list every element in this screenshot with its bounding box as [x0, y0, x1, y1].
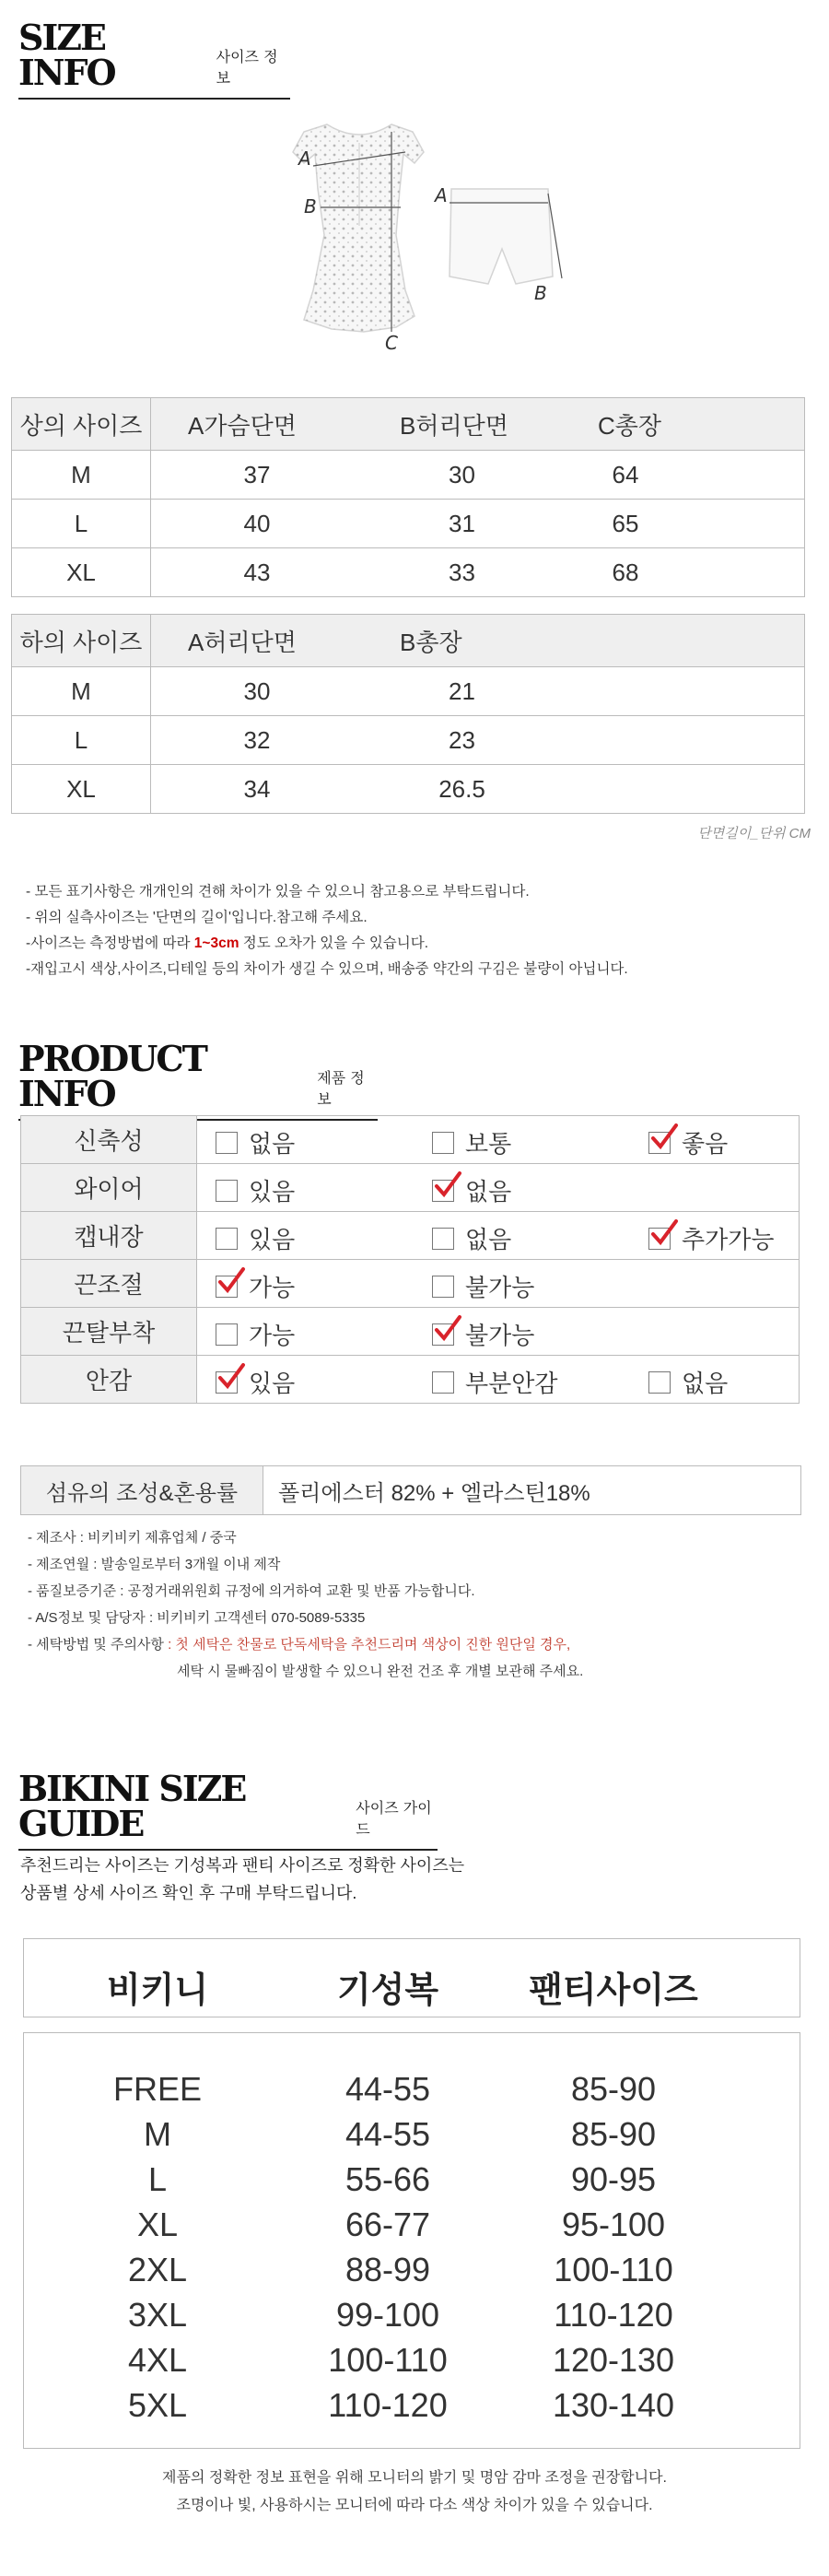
table-spacer-cell: [561, 615, 690, 667]
option-label: 있음: [249, 1226, 296, 1253]
checkbox-checked: [432, 1180, 454, 1202]
bikini-cell: 2XL: [127, 2251, 188, 2288]
bikini-cell: 120-130: [552, 2341, 675, 2379]
row-options: [197, 1212, 800, 1260]
option-label: 가능: [249, 1322, 296, 1349]
option: [432, 1125, 511, 1159]
option-label: 없음: [682, 1370, 729, 1397]
bikini-cell: 85-90: [570, 2070, 657, 2108]
table-header-cell: C총장: [561, 398, 690, 451]
option: [648, 1221, 774, 1255]
check-mark-icon: [431, 1313, 462, 1345]
option: [216, 1365, 295, 1399]
table-row: [12, 548, 805, 597]
table-spacer-cell: [690, 667, 805, 716]
row-options: [197, 1308, 800, 1356]
bikini-cell: 88-99: [344, 2251, 431, 2288]
table-header-cell: 하의 사이즈: [12, 615, 151, 667]
checkbox-checked: [216, 1371, 238, 1394]
product-row-stretch: [21, 1116, 800, 1164]
table-spacer-cell: [690, 716, 805, 765]
table-spacer-cell: [690, 615, 805, 667]
table-spacer-cell: [690, 500, 805, 548]
bikini-header-cell: 팬티사이즈: [529, 1971, 698, 2010]
bikini-cell: 66-77: [344, 2205, 431, 2243]
row-options: [197, 1164, 800, 1212]
footer-note-1: 제품의 정확한 정보 표현을 위해 모니터의 밝기 및 명암 감마 조정을 권장합니다.: [162, 2470, 667, 2486]
product-info-subtitle: 제품 정보: [317, 1069, 365, 1108]
option: [648, 1125, 728, 1159]
option-label: 부분안감: [465, 1370, 558, 1397]
option: [648, 1365, 728, 1399]
option: [432, 1173, 511, 1207]
product-info-title: PRODUCT INFO: [18, 1038, 206, 1114]
bikini-guide-title: BIKINI SIZE GUIDE: [18, 1768, 246, 1844]
bikini-cell: 55-66: [344, 2160, 431, 2198]
table-row: [12, 716, 805, 765]
table-row: [24, 2337, 800, 2382]
table-spacer-cell: [690, 548, 805, 597]
product-info-table: [20, 1115, 800, 1404]
bikini-cell: 44-55: [344, 2115, 431, 2153]
size-note-3-text: -사이즈는 측정방법에 따라: [26, 935, 194, 951]
check-mark-icon: [215, 1265, 246, 1297]
detail-key: - 품질보증기준: [28, 1583, 117, 1599]
table-cell: 33: [363, 548, 561, 597]
detail-as: [28, 1607, 365, 1627]
table-spacer-cell: [561, 667, 690, 716]
bikini-cell: M: [144, 2115, 171, 2153]
checkbox-checked: [216, 1276, 238, 1298]
table-cell: 43: [151, 548, 364, 597]
option-label: 불가능: [465, 1322, 535, 1349]
option: [432, 1269, 534, 1303]
detail-key: - 제조연월: [28, 1557, 90, 1572]
product-row-cup: [21, 1212, 800, 1260]
size-note-3-highlight: 1~3cm: [193, 935, 239, 951]
bikini-cell: L: [147, 2160, 168, 2198]
table-header-row: [12, 398, 805, 451]
table-row: [24, 2066, 800, 2111]
table-row: [12, 667, 805, 716]
bikini-header-cell: 기성복: [336, 1971, 439, 2010]
bikini-guide-subtitle: 사이즈 가이드: [356, 1799, 432, 1838]
bikini-cell: 110-120: [328, 2386, 448, 2424]
table-header-cell: 상의 사이즈: [12, 398, 151, 451]
table-cell: 30: [363, 451, 561, 500]
table-cell: 23: [363, 716, 561, 765]
table-row: [12, 765, 805, 814]
table-header-cell: A가슴단면: [151, 398, 364, 451]
table-cell: 34: [151, 765, 364, 814]
detail-key: - A/S정보 및 담당자: [28, 1610, 146, 1626]
option-label: 가능: [249, 1274, 296, 1301]
size-info-header: [18, 17, 290, 100]
bikini-guide-header: [18, 1768, 438, 1851]
size-note-1: - 모든 표기사항은 개개인의 견해 차이가 있을 수 있으니 참고용으로 부탁드립니다.: [26, 884, 530, 900]
fiber-composition: [20, 1465, 801, 1515]
table-cell: 30: [151, 667, 364, 716]
table-row: [24, 2247, 800, 2292]
option-label: 없음: [249, 1130, 296, 1158]
product-row-wire: [21, 1164, 800, 1212]
detail-value: : 공정거래위원회 규정에 의거하여 교환 및 반품 가능합니다.: [116, 1583, 475, 1599]
detail-key: - 제조사: [28, 1530, 76, 1546]
table-cell: 21: [363, 667, 561, 716]
option: [216, 1317, 295, 1351]
option-label: 없음: [465, 1226, 512, 1253]
detail-value: : 발송일로부터 3개월 이내 제작: [89, 1557, 281, 1572]
table-spacer-cell: [561, 716, 690, 765]
checkbox-unchecked: [216, 1132, 238, 1154]
option: [216, 1173, 295, 1207]
top-size-table: [11, 397, 805, 597]
table-cell: XL: [12, 765, 151, 814]
table-cell: 37: [151, 451, 364, 500]
option: [216, 1221, 295, 1255]
row-options: [197, 1260, 800, 1308]
top-label-c: C: [385, 332, 398, 354]
bikini-cell: 44-55: [344, 2070, 431, 2108]
bikini-cell: XL: [136, 2205, 179, 2243]
option-label: 좋음: [682, 1130, 729, 1158]
bikini-table-body: [23, 2032, 800, 2449]
table-row: [24, 2111, 800, 2157]
checkbox-checked: [432, 1323, 454, 1346]
option-label: 보통: [465, 1130, 512, 1158]
table-cell: M: [12, 667, 151, 716]
checkbox-unchecked: [216, 1180, 238, 1202]
product-row-strap-detach: [21, 1308, 800, 1356]
table-cell: 31: [363, 500, 561, 548]
check-mark-icon: [431, 1170, 462, 1201]
option: [432, 1221, 511, 1255]
option: [216, 1125, 295, 1159]
bikini-cell: 130-140: [552, 2386, 675, 2424]
table-header-cell: B총장: [363, 615, 561, 667]
checkbox-unchecked: [432, 1228, 454, 1250]
size-info-title: SIZE INFO: [18, 17, 115, 93]
size-note-4: -재입고시 색상,사이즈,디테일 등의 차이가 생길 수 있으며, 배송중 약간의 구김은 불량이 아닙니다.: [26, 961, 628, 977]
table-row: [12, 451, 805, 500]
top-measure-lines: [276, 106, 442, 364]
top-label-b: B: [304, 195, 317, 218]
option: [432, 1365, 557, 1399]
bikini-cell: 99-100: [335, 2296, 440, 2334]
table-row: [24, 2292, 800, 2337]
table-header-row: [12, 615, 805, 667]
size-note-3: [26, 932, 428, 952]
care-line-2: 세탁 시 물빠짐이 발생할 수 있으니 완전 건조 후 개별 보관해 주세요.: [177, 1664, 584, 1679]
detail-value: : 비키비키 고객센터 070-5089-5335: [145, 1610, 366, 1626]
checkbox-checked: [648, 1228, 671, 1250]
checkbox-unchecked: [216, 1228, 238, 1250]
table-cell: L: [12, 500, 151, 548]
size-note-2: - 위의 실측사이즈는 '단면의 길이'입니다.참고해 주세요.: [26, 910, 368, 925]
bikini-cell: 90-95: [570, 2160, 657, 2198]
row-label: 끈조절: [21, 1260, 197, 1308]
row-options: [197, 1116, 800, 1164]
checkbox-unchecked: [648, 1371, 671, 1394]
bikini-cell: 4XL: [127, 2341, 188, 2379]
bikini-table-header: [23, 1938, 800, 2017]
product-row-lining: [21, 1356, 800, 1404]
size-note-3-tail: 정도 오차가 있을 수 있습니다.: [239, 935, 429, 951]
bikini-header-cell: 비키니: [106, 1971, 209, 2010]
option-label: 있음: [249, 1178, 296, 1206]
detail-warranty: [28, 1581, 475, 1600]
checkbox-unchecked: [432, 1371, 454, 1394]
table-cell: 32: [151, 716, 364, 765]
bikini-cell: 85-90: [570, 2115, 657, 2153]
option: [216, 1269, 295, 1303]
table-cell: XL: [12, 548, 151, 597]
row-label: 캡내장: [21, 1212, 197, 1260]
table-cell: M: [12, 451, 151, 500]
table-cell: 65: [561, 500, 690, 548]
product-info-header: [18, 1038, 378, 1121]
bikini-cell: 3XL: [127, 2296, 188, 2334]
detail-manufacturer: [28, 1527, 237, 1547]
fiber-value: 폴리에스터 82% + 엘라스틴18%: [278, 1480, 590, 1506]
row-label: 신축성: [21, 1116, 197, 1164]
footer-note-2: 조명이나 빛, 사용하시는 모니터에 따라 다소 색상 차이가 있을 수 있습니다.: [176, 2498, 653, 2513]
table-cell: 26.5: [363, 765, 561, 814]
unit-note: 단면길이_단위 CM: [697, 826, 811, 841]
detail-care: [28, 1634, 570, 1653]
table-spacer-cell: [690, 398, 805, 451]
option: [432, 1317, 534, 1351]
bikini-cell: FREE: [112, 2070, 203, 2108]
check-mark-icon: [215, 1361, 246, 1393]
bottom-label-a: A: [435, 184, 448, 206]
detail-value: : 비키비키 제휴업체 / 중국: [76, 1530, 237, 1546]
bikini-cell: 110-120: [554, 2296, 673, 2334]
check-mark-icon: [648, 1122, 679, 1153]
option-label: 있음: [249, 1370, 296, 1397]
detail-key: - 세탁방법 및 주의사항: [28, 1637, 164, 1653]
table-row: [24, 2202, 800, 2247]
product-row-strap-adjust: [21, 1260, 800, 1308]
checkbox-unchecked: [432, 1132, 454, 1154]
bikini-cell: 100-110: [328, 2341, 448, 2379]
row-label: 안감: [21, 1356, 197, 1404]
bikini-cell: 5XL: [127, 2386, 188, 2424]
table-header-cell: B허리단면: [363, 398, 561, 451]
checkbox-unchecked: [432, 1276, 454, 1298]
bikini-cell: 100-110: [554, 2251, 673, 2288]
bottom-label-b: B: [534, 282, 547, 304]
table-spacer-cell: [690, 765, 805, 814]
table-cell: 68: [561, 548, 690, 597]
row-options: [197, 1356, 800, 1404]
table-cell: L: [12, 716, 151, 765]
check-mark-icon: [648, 1217, 679, 1249]
checkbox-checked: [648, 1132, 671, 1154]
table-header-cell: A허리단면: [151, 615, 364, 667]
table-row: [24, 2382, 800, 2428]
bikini-intro-1: 추천드리는 사이즈는 기성복과 팬티 사이즈로 정확한 사이즈는: [20, 1856, 465, 1875]
size-info-subtitle: 사이즈 정보: [216, 48, 278, 87]
table-cell: 40: [151, 500, 364, 548]
row-label: 끈탈부착: [21, 1308, 197, 1356]
table-spacer-cell: [690, 451, 805, 500]
detail-date: [28, 1554, 280, 1573]
bikini-intro-2: 상품별 상세 사이즈 확인 후 구매 부탁드립니다.: [20, 1884, 357, 1902]
table-row: [12, 500, 805, 548]
bottom-size-table: [11, 614, 805, 814]
checkbox-unchecked: [216, 1323, 238, 1346]
row-label: 와이어: [21, 1164, 197, 1212]
bikini-cell: 95-100: [561, 2205, 666, 2243]
care-line-1: : 첫 세탁은 찬물로 단독세탁을 추천드리며 색상이 진한 원단일 경우,: [163, 1637, 571, 1653]
option-label: 불가능: [465, 1274, 535, 1301]
option-label: 없음: [465, 1178, 512, 1206]
bottom-garment-diagram: [433, 175, 571, 304]
table-cell: 64: [561, 451, 690, 500]
fiber-label: 섬유의 조성&혼용률: [21, 1466, 263, 1514]
table-row: [24, 2157, 800, 2202]
top-label-a: A: [298, 147, 311, 170]
table-spacer-cell: [561, 765, 690, 814]
option-label: 추가가능: [682, 1226, 775, 1253]
